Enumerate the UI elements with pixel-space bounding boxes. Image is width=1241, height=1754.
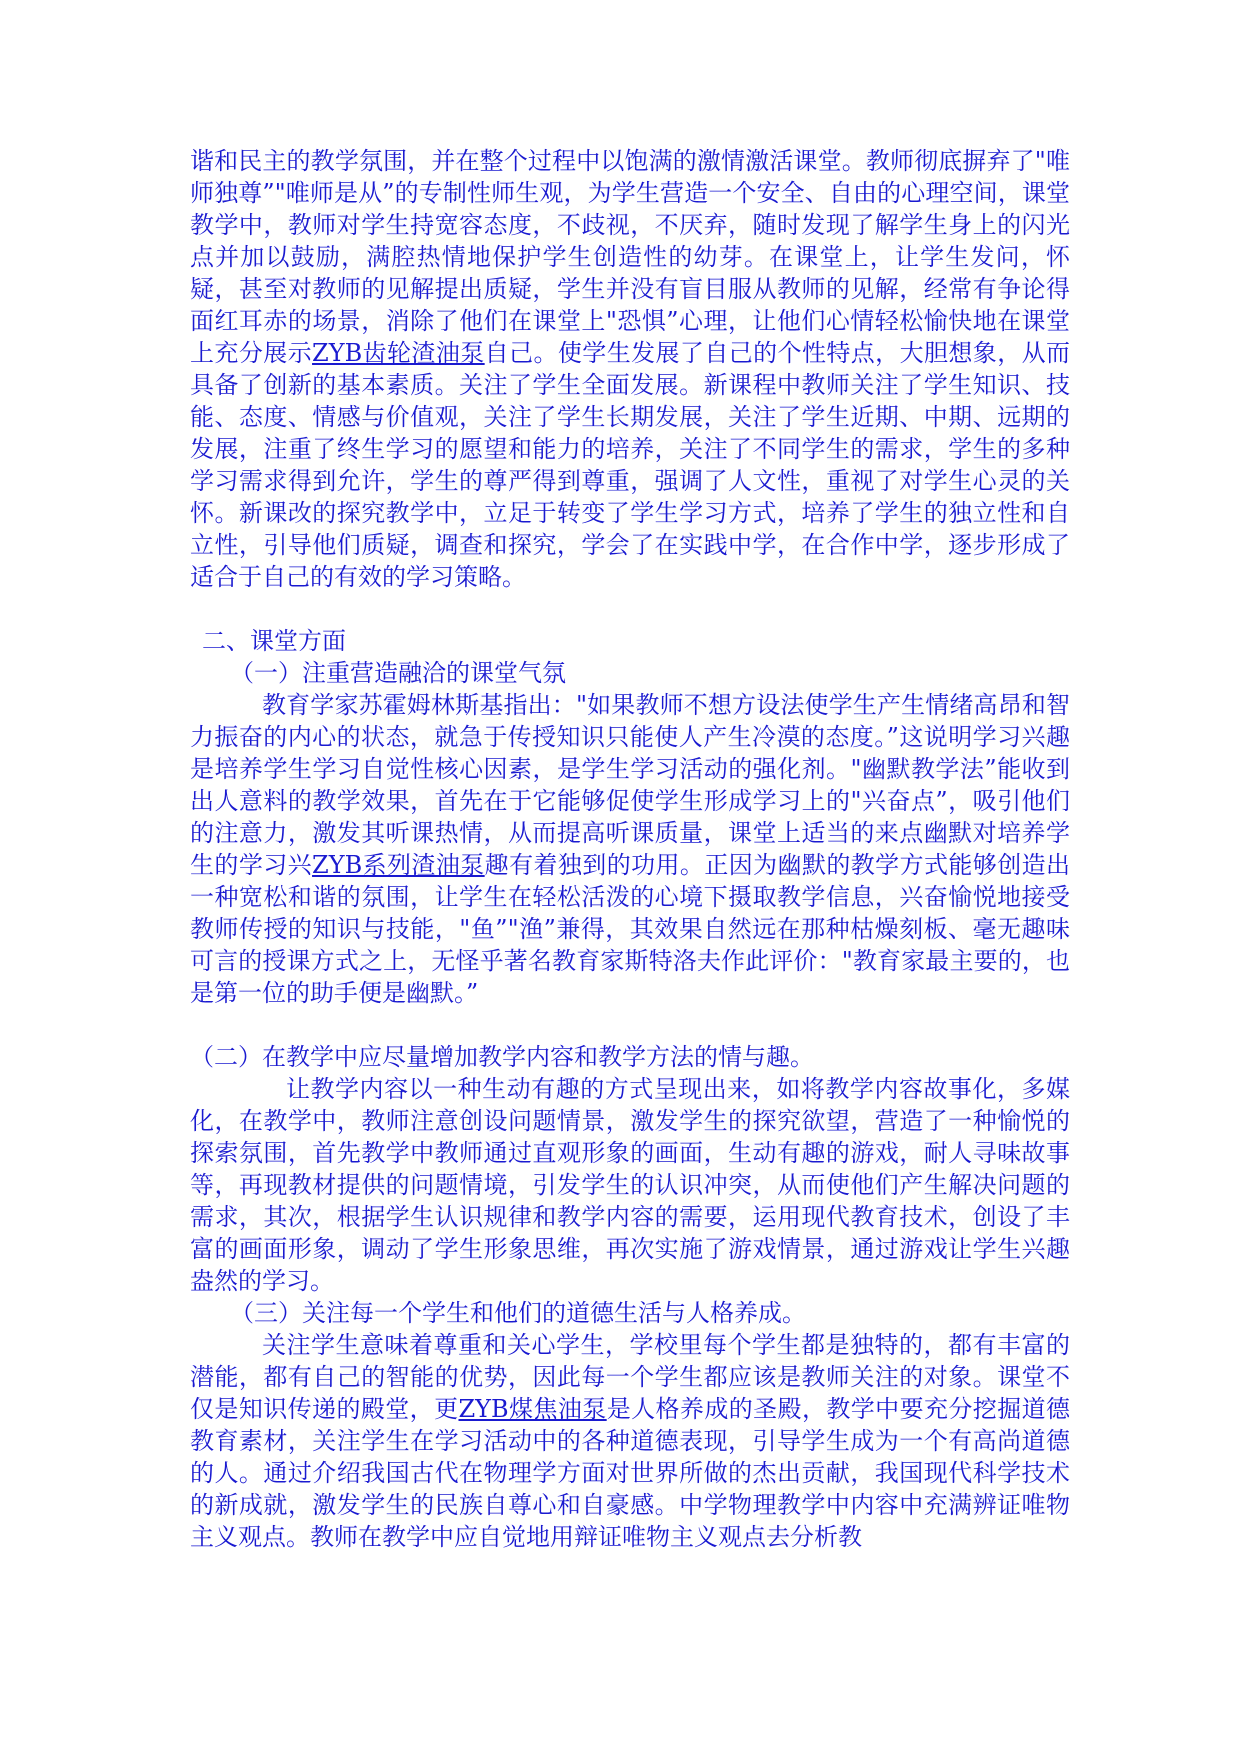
inline-product-link[interactable]: ZYB齿轮渣油泵 (312, 339, 485, 367)
paragraph-text: 让教学内容以一种生动有趣的方式呈现出来，如将教学内容故事化，多媒化，在教学中，教师注意创设问题情景，激发学生的探究欲望，营造了一种愉悦的探索氛围，首先教学中教师通过直观形象的画面，生动有趣的游戏，耐人寻味故事等，再现教材提供的问题情境，引发学生的认识冲突，从而使他们产生解决问题的需求，其次，根据学生认识规律和教学内容的需要，运用现代教育技术，创设了丰富的画面形象，调动了学生形象思维，再次实施了游戏情景，通过游戏让学生兴趣盎然的学习。 (190, 1075, 1070, 1295)
paragraph-spacer (190, 1009, 1070, 1041)
paragraph-text: 教育学家苏霍姆林斯基指出："如果教师不想方设法使学生产生情绪高昂和智力振奋的内心的状态，就急于传授知识只能使人产生冷漠的态度。”这说明学习兴趣是培养学生学习自觉性核心因素，是学生学习活动的强化剂。"幽默教学法”能收到出人意料的教学效果，首先在于它能够促使学生形成学习上的"兴奋点”，吸引他们的注意力，激发其听课热情，从而提高听课质量，课堂上适当的来点幽默对培养学生的学习兴 (190, 691, 1070, 879)
paragraph-text: 是人格养成的圣殿，教学中要充分挖掘道德教育素材，关注学生在学习活动中的各种道德表现，引导学生成为一个有高尚道德的人。通过介绍我国古代在物理学方面对世界所做的杰出贡献，我国现代科学技术的新成就，激发学生的民族自尊心和自豪感。中学物理教学中内容中充满辨证唯物主义观点。教师在教学中应自觉地用辩证唯物主义观点去分析教 (190, 1395, 1071, 1551)
paragraph-text: （一）注重营造融洽的课堂气氛 (230, 659, 566, 687)
subsection-heading (230, 657, 1070, 689)
inline-product-link[interactable]: ZYB系列渣油泵 (312, 851, 485, 879)
paragraph-text: 趣有着独到的功用。正因为幽默的教学方式能够创造出一种宽松和谐的氛围，让学生在轻松活泼的心境下摄取教学信息，兴奋愉悦地接受教师传授的知识与技能，"鱼”"渔”兼得，其效果自然远在那种枯燥刻板、毫无趣味可言的授课方式之上，无怪乎著名教育家斯特洛夫作此评价："教育家最主要的，也是第一位的助手便是幽默。” (190, 851, 1071, 1007)
inline-product-link[interactable]: ZYB煤焦油泵 (458, 1395, 607, 1423)
document-body (190, 145, 1070, 1553)
paragraph-text: 关注学生意味着尊重和关心学生，学校里每个学生都是独特的，都有丰富的潜能，都有自己的智能的优势，因此每一个学生都应该是教师关注的对象。课堂不仅是知识传递的殿堂，更 (190, 1331, 1070, 1423)
paragraph-text: 自己。使学生发展了自己的个性特点，大胆想象，从而具备了创新的基本素质。关注了学生全面发展。新课程中教师关注了学生知识、技能、态度、情感与价值观，关注了学生长期发展，关注了学生近期、中期、远期的发展，注重了终生学习的愿望和能力的培养，关注了不同学生的需求，学生的多种学习需求得到允许，学生的尊严得到尊重，强调了人文性，重视了对学生心灵的关怀。新课改的探究教学中，立足于转变了学生学习方式，培养了学生的独立性和自立性，引导他们质疑，调查和探究，学会了在实践中学，在合作中学，逐步形成了适合于自己的有效的学习策略。 (190, 339, 1071, 591)
body-paragraph (190, 689, 1070, 1009)
section-heading (202, 625, 1070, 657)
paragraph-text: 谐和民主的教学氛围，并在整个过程中以饱满的激情激活课堂。教师彻底摒弃了"唯师独尊”"唯师是从”的专制性师生观，为学生营造一个安全、自由的心理空间，课堂教学中，教师对学生持宽容态度，不歧视，不厌弃，随时发现了解学生身上的闪光点并加以鼓励，满腔热情地保护学生创造性的幼芽。在课堂上，让学生发问，怀疑，甚至对教师的见解提出质疑，学生并没有盲目服从教师的见解，经常有争论得面红耳赤的场景，消除了他们在课堂上"恐惧”心理，让他们心情轻松愉快地在课堂上充分展示 (190, 147, 1070, 367)
subsection-heading (190, 1041, 1070, 1073)
paragraph-text: （三）关注每一个学生和他们的道德生活与人格养成。 (230, 1299, 806, 1327)
subsection-heading (230, 1297, 1070, 1329)
paragraph-spacer (190, 593, 1070, 625)
body-paragraph (190, 1329, 1070, 1553)
body-paragraph (190, 145, 1070, 593)
paragraph-text: （二）在教学中应尽量增加教学内容和教学方法的情与趣。 (190, 1043, 814, 1071)
paragraph-text: 二、课堂方面 (202, 627, 346, 655)
body-paragraph (190, 1073, 1070, 1297)
